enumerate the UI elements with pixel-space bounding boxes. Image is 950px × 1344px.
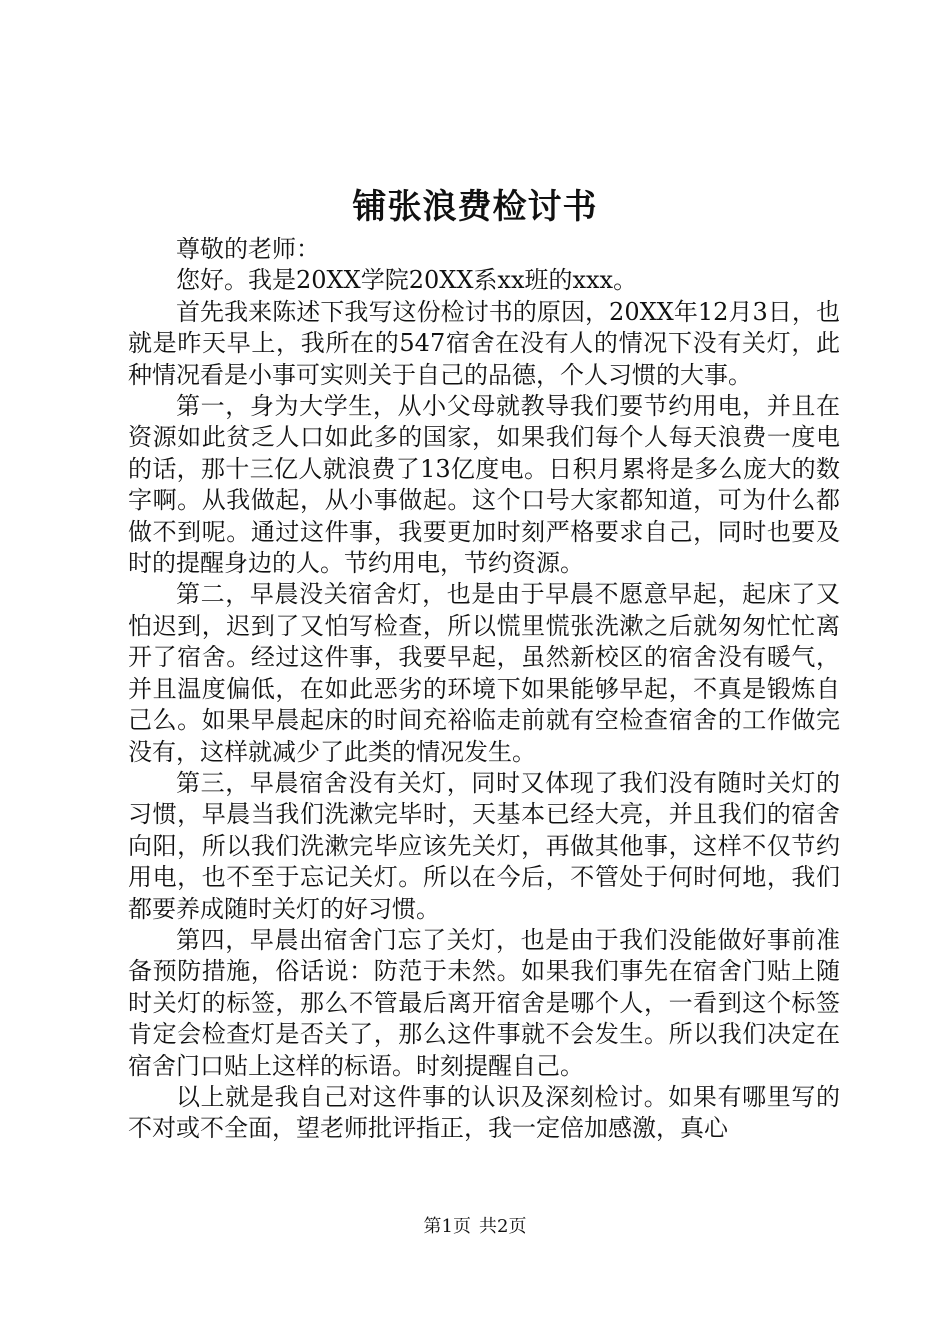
point-one-paragraph: 第一，身为大学生，从小父母就教导我们要节约用电，并且在资源如此贫乏人口如此多的国家，如果我们每个人每天浪费一度电的话，那十三亿人就浪费了13亿度电。日积月累将是多么庞大的数字啊。从我做起，从小事做起。这个口号大家都知道，可为什么都做不到呢。通过这件事，我要更加时刻严格要求自己，同时也要及时的提醒身边的人。节约用电，节约资源。 xyxy=(128,392,840,578)
page-total: 共2页 xyxy=(479,1216,527,1237)
page-footer xyxy=(0,1215,950,1239)
point-three-paragraph: 第三，早晨宿舍没有关灯，同时又体现了我们没有随时关灯的习惯，早晨当我们洗漱完毕时，天基本已经大亮，并且我们的宿舍向阳，所以我们洗漱完毕应该先关灯，再做其他事，这样不仅节约用电，也不至于忘记关灯。所以在今后，不管处于何时何地，我们都要养成随时关灯的好习惯。 xyxy=(128,768,840,923)
document-title: 铺张浪费检讨书 xyxy=(352,187,598,227)
point-two-paragraph: 第二，早晨没关宿舍灯，也是由于早晨不愿意早起，起床了又怕迟到，迟到了又怕写检查，所以慌里慌张洗漱之后就匆匆忙忙离开了宿舍。经过这件事，我要早起，虽然新校区的宿舍没有暖气，并且温度偏低，在如此恶劣的环境下如果能够早起，不真是锻炼自己么。如果早晨起床的时间充裕临走前就有空检查宿舍的工作做完没有，这样就减少了此类的情况发生。 xyxy=(128,580,840,766)
page-number: 第1页 xyxy=(423,1216,471,1237)
point-four-paragraph: 第四，早晨出宿舍门忘了关灯，也是由于我们没能做好事前准备预防措施，俗话说：防范于未然。如果我们事先在宿舍门贴上随时关灯的标签，那么不管最后离开宿舍是哪个人，一看到这个标签肯定会检查灯是否关了，那么这件事就不会发生。所以我们决定在宿舍门口贴上这样的标语。时刻提醒自己。 xyxy=(128,925,840,1080)
reason-paragraph: 首先我来陈述下我写这份检讨书的原因，20XX年12月3日，也就是昨天早上，我所在的547宿舍在没有人的情况下没有关灯，此种情况看是小事可实则关于自己的品德，个人习惯的大事。 xyxy=(128,297,840,389)
document-body xyxy=(128,234,840,1145)
salutation: 尊敬的老师： xyxy=(176,235,320,263)
closing-paragraph: 以上就是我自己对这件事的认识及深刻检讨。如果有哪里写的不对或不全面，望老师批评指正，我一定倍加感激，真心 xyxy=(128,1082,840,1143)
greeting-paragraph: 您好。我是20XX学院20XX系xx班的xxx。 xyxy=(176,266,638,295)
